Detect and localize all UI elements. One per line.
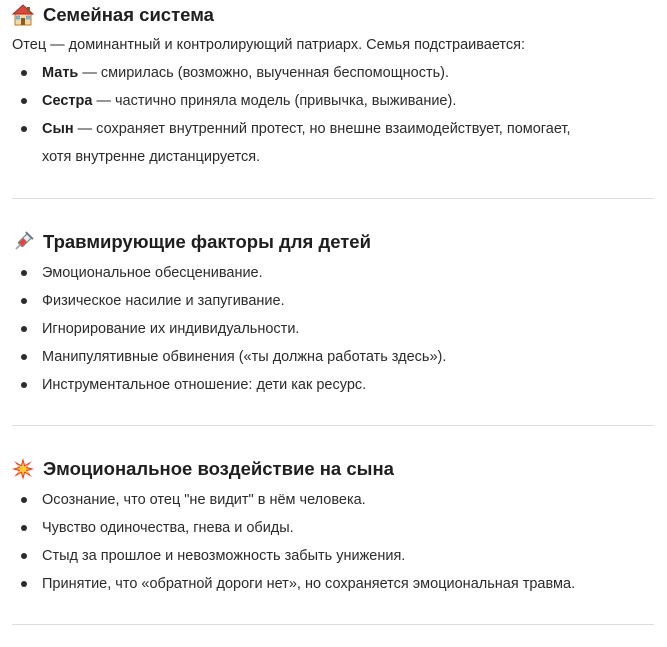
item-text: Игнорирование их индивидуальности. bbox=[42, 321, 300, 337]
item-text: — частично приняла модель (привычка, выживание). bbox=[92, 93, 457, 109]
list-item bbox=[12, 343, 654, 371]
section-emotional-impact bbox=[12, 426, 654, 598]
section-heading bbox=[12, 455, 654, 483]
bullet-dot bbox=[21, 298, 27, 304]
item-bold-label: Мать bbox=[42, 65, 79, 81]
section-title: Семейная система bbox=[43, 4, 214, 25]
collision-icon bbox=[12, 458, 34, 480]
item-text-continued: хотя внутренне дистанцируется. bbox=[42, 149, 261, 165]
house-icon bbox=[12, 4, 34, 26]
item-text: — сохраняет внутренний протест, но внешне взаимодействует, помогает, bbox=[73, 121, 571, 137]
section-traumatic-factors bbox=[12, 199, 654, 399]
list-item bbox=[12, 570, 654, 598]
list-item bbox=[12, 259, 654, 287]
section-family-system bbox=[12, 0, 654, 171]
item-text: Инструментальное отношение: дети как ресурс. bbox=[42, 377, 367, 393]
list-item bbox=[12, 115, 654, 171]
bullet-dot bbox=[21, 354, 27, 360]
section-title: Травмирующие факторы для детей bbox=[43, 231, 371, 252]
bullet-dot bbox=[21, 382, 27, 388]
item-text: Принятие, что «обратной дороги нет», но сохраняется эмоциональная травма. bbox=[42, 576, 576, 592]
list-item bbox=[12, 542, 654, 570]
list-item bbox=[12, 514, 654, 542]
bullet-list bbox=[12, 486, 654, 598]
bullet-dot bbox=[21, 497, 27, 503]
bullet-dot bbox=[21, 98, 27, 104]
item-bold-label: Сестра bbox=[42, 93, 93, 109]
item-text: Осознание, что отец "не видит" в нём человека. bbox=[42, 492, 366, 508]
bullet-dot bbox=[21, 326, 27, 332]
list-item bbox=[12, 59, 654, 87]
list-item bbox=[12, 371, 654, 399]
bullet-dot bbox=[21, 581, 27, 587]
bullet-dot bbox=[21, 270, 27, 276]
list-item bbox=[12, 87, 654, 115]
bullet-dot bbox=[21, 553, 27, 559]
bullet-dot bbox=[21, 126, 27, 132]
item-bold-label: Сын bbox=[42, 121, 74, 137]
section-heading bbox=[12, 1, 654, 29]
item-text: Манипулятивные обвинения («ты должна работать здесь»). bbox=[42, 349, 447, 365]
bullet-list bbox=[12, 259, 654, 399]
section-title: Эмоциональное воздействие на сына bbox=[43, 458, 394, 479]
section-divider bbox=[12, 624, 654, 625]
bullet-list bbox=[12, 59, 654, 171]
list-item bbox=[12, 486, 654, 514]
item-text: Физическое насилие и запугивание. bbox=[42, 293, 285, 309]
item-text: — смирилась (возможно, выученная беспомощность). bbox=[78, 65, 450, 81]
item-text: Эмоциональное обесценивание. bbox=[42, 265, 263, 281]
list-item bbox=[12, 287, 654, 315]
document-content bbox=[12, 0, 654, 625]
syringe-icon bbox=[12, 231, 34, 253]
section-intro: Отец — доминантный и контролирующий патриарх. Семья подстраивается: bbox=[12, 37, 526, 53]
item-text: Чувство одиночества, гнева и обиды. bbox=[42, 520, 294, 536]
item-text: Стыд за прошлое и невозможность забыть унижения. bbox=[42, 548, 406, 564]
bullet-dot bbox=[21, 70, 27, 76]
bullet-dot bbox=[21, 525, 27, 531]
list-item bbox=[12, 315, 654, 343]
section-heading bbox=[12, 228, 654, 256]
